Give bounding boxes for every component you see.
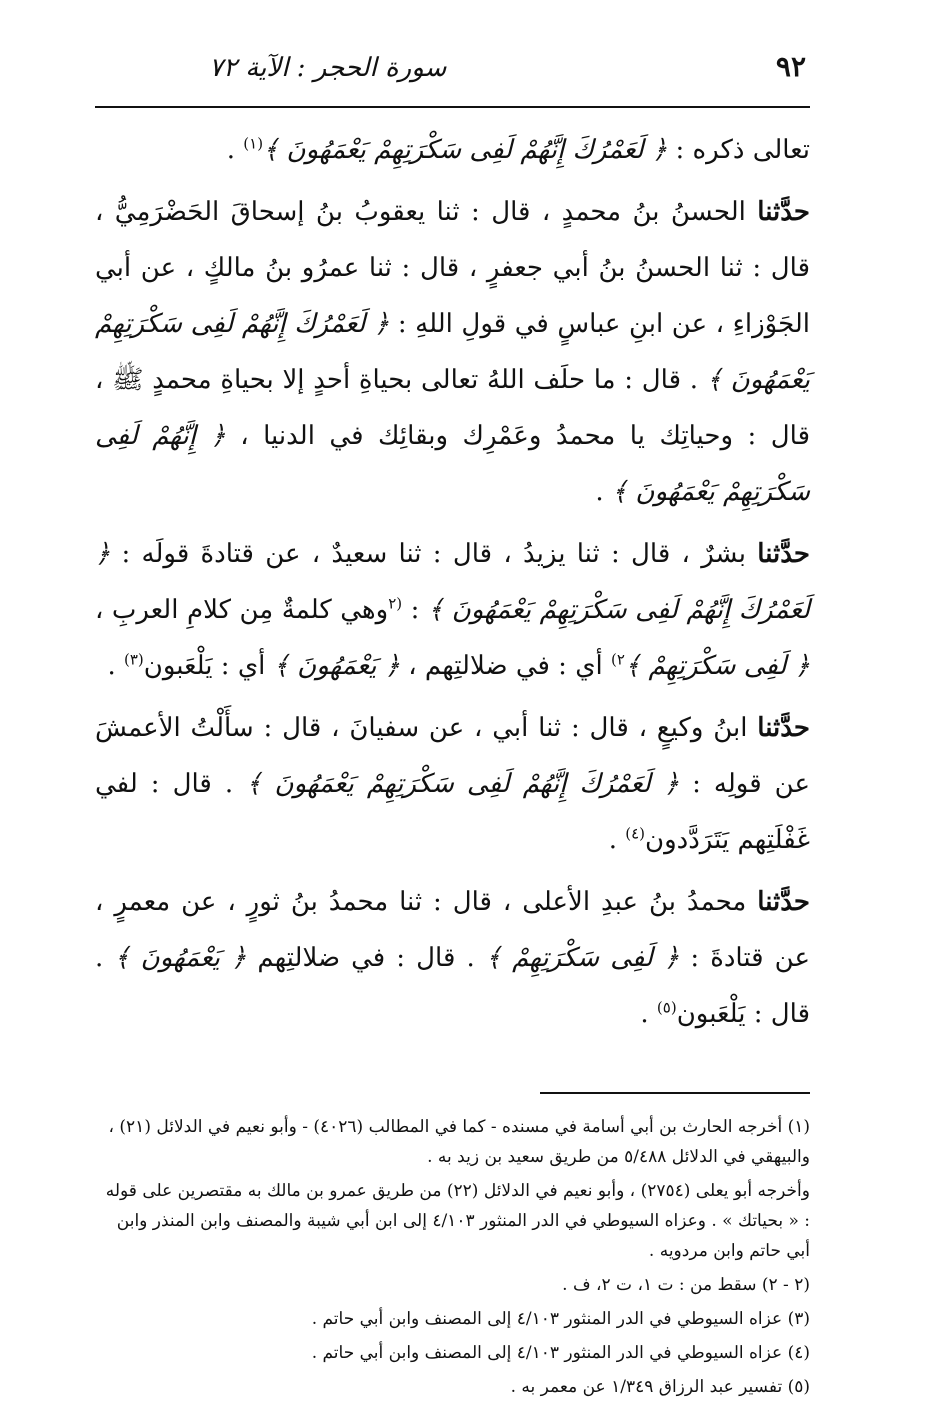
footnote-marker: ٢) xyxy=(611,650,625,669)
hadith-lead: حدَّثنا xyxy=(757,887,810,917)
paragraph xyxy=(95,122,810,178)
footnote: (٥) تفسير عبد الرزاق ١/٣٤٩ عن معمر به . xyxy=(510,1377,810,1397)
footnote: (٤) عزاه السيوطي في الدر المنثور ٤/١٠٣ إلى المصنف وابن أبي حاتم . xyxy=(311,1343,810,1363)
text-span: . xyxy=(595,477,612,507)
quran-quote: ﴿ لَفِى سَكْرَتِهِمْ ﴾ xyxy=(624,651,810,681)
quran-quote: ﴿ إِنَّهُمْ لَفِى سَكْرَتِهِمْ يَعْمَهُونَ ﴾ xyxy=(95,421,810,507)
text-span: . قال : ما حلَف اللهُ تعالى بحياةِ أحدٍ إلا بحياةِ محمدٍ ﷺ ، قال : وحياتِك يا محمدُ وعَمْرِك وبقائِك في الدنيا ، xyxy=(95,365,810,451)
paragraph xyxy=(95,526,810,694)
book-page xyxy=(95,50,810,1406)
text-span: بشرٌ ، قال : ثنا يزيدُ ، قال : ثنا سعيدٌ ، عن قتادةَ قولَه : xyxy=(110,539,758,569)
text-span: . xyxy=(226,135,244,165)
footnote-separator xyxy=(540,1092,810,1094)
quran-quote: ﴿ لَعَمْرُكَ إِنَّهُمْ لَفِى سَكْرَتِهِمْ يَعْمَهُونَ ﴾ xyxy=(246,769,680,799)
text-span: الحسنُ بنُ محمدٍ ، قال : ثنا يعقوبُ بنُ إسحاقَ الحَضْرَمِيُّ ، قال : ثنا الحسنُ بنُ أبي جعفرٍ ، قال : ثنا عمرُو بنُ مالكٍ ، عن أبي الجَوْزاءِ ، عن ابنِ عباسٍ في قولِ اللهِ : xyxy=(95,197,810,339)
text-span: . قال : لفي غَفْلَتِهم يَتَرَدَّدون xyxy=(95,769,810,855)
page-number: ٩٢ xyxy=(775,50,806,83)
text-span: أي : يَلْعَبون xyxy=(143,651,274,681)
quran-quote: ﴿ لَعَمْرُكَ إِنَّهُمْ لَفِى سَكْرَتِهِمْ يَعْمَهُونَ ﴾ xyxy=(95,309,810,395)
text-span: . قال : يَلْعَبون xyxy=(95,943,810,1029)
hadith-lead: حدَّثنا xyxy=(757,713,810,743)
text-span: أي : في ضلالتِهم ، xyxy=(399,651,612,681)
quran-quote: ﴿ لَعَمْرُكَ إِنَّهُمْ لَفِى سَكْرَتِهِمْ يَعْمَهُونَ ﴾ xyxy=(263,135,668,165)
text-span: ابنُ وكيعٍ ، قال : ثنا أبي ، عن سفيانَ ، قال : سأَلْتُ الأعمشَ عن قولِه : xyxy=(95,713,810,799)
footnote: (٣) عزاه السيوطي في الدر المنثور ٤/١٠٣ إلى المصنف وابن أبي حاتم . xyxy=(311,1309,810,1329)
footnote: (١) أخرجه الحارث بن أبي أسامة في مسنده - كما في المطالب (٤٠٢٦) - وأبو نعيم في الدلائل (٢١) ، والبيهقي في الدلائل ٥/٤٨٨ من طريق سعيد بن زيد به . xyxy=(108,1117,810,1167)
quran-quote: ﴿ لَفِى سَكْرَتِهِمْ ﴾ xyxy=(485,943,680,973)
quran-quote: ﴿ يَعْمَهُونَ ﴾ xyxy=(114,943,247,973)
text-span: محمدُ بنُ عبدِ الأعلى ، قال : ثنا محمدُ بنُ ثورٍ ، عن معمرٍ ، عن قتادةَ : xyxy=(95,887,810,973)
footnote-marker: (٤) xyxy=(625,824,645,843)
hadith-lead: حدَّثنا xyxy=(757,539,810,569)
footnote: وأخرجه أبو يعلى (٢٧٥٤) ، وأبو نعيم في الدلائل (٢٢) من طريق عمرو بن مالك به مقتصرين على قوله : « بحياتك » . وعزاه السيوطي في الدر المنثور ٤/١٠٣ إلى ابن أبي شيبة والمصنف وابن المنذر وابن أبي حاتم وابن مردويه . xyxy=(105,1181,810,1261)
paragraph xyxy=(95,874,810,1042)
running-header xyxy=(95,50,810,108)
text-span: . xyxy=(107,651,124,681)
main-text xyxy=(95,122,810,1042)
text-span: : xyxy=(402,595,428,625)
footnote-marker: (٣) xyxy=(123,650,144,669)
text-span: وهي كلمةٌ مِن كلامِ العربِ ، xyxy=(95,595,389,625)
footnote-marker: (٥) xyxy=(656,998,677,1017)
quran-quote: ﴿ لَعَمْرُكَ إِنَّهُمْ لَفِى سَكْرَتِهِمْ يَعْمَهُونَ ﴾ xyxy=(95,539,810,625)
paragraph xyxy=(95,184,810,520)
text-span: . قال : في ضلالتِهم xyxy=(246,943,486,973)
paragraph xyxy=(95,700,810,868)
text-span: . xyxy=(608,825,626,855)
hadith-lead: حدَّثنا xyxy=(757,197,810,227)
footnote-separator-wrap xyxy=(95,1048,810,1112)
running-title: سورة الحجر : الآية ٧٢ xyxy=(209,53,447,83)
text-span: تعالى ذكره : xyxy=(667,135,810,165)
footnote-marker: (١) xyxy=(243,134,264,153)
footnote-marker: (٢ xyxy=(388,594,403,613)
footnotes xyxy=(95,1112,810,1402)
footnote: (٢ - ٢) سقط من : ت ١، ت ٢، ف . xyxy=(562,1275,810,1295)
text-span: . xyxy=(640,999,657,1029)
quran-quote: ﴿ يَعْمَهُونَ ﴾ xyxy=(273,651,400,681)
